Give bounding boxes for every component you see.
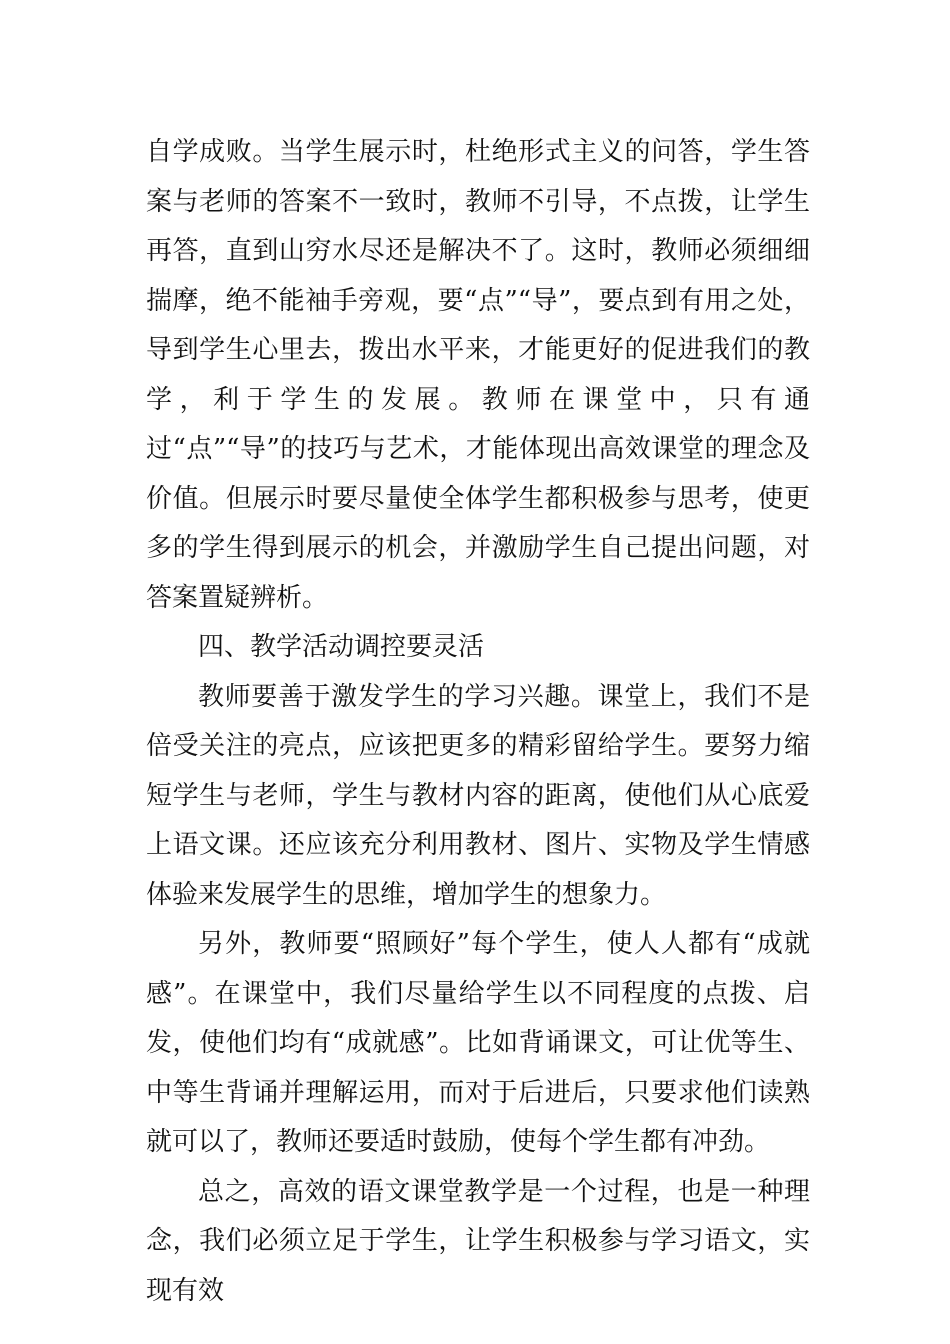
body-paragraph-continued: 自学成败。当学生展示时，杜绝形式主义的问答，学生答案与老师的答案不一致时，教师不引导，不点拨，让学生再答，直到山穷水尽还是解决不了。这时，教师必须细细揣摩，绝不能袖手旁观，要“点”“导”，要点到有用之处，导到学生心里去，拨出水平来，才能更好的促进我们的教学，利于学生的发展。教师在课堂中，只有通过“点”“导”的技巧与艺术，才能体现出高效课堂的理念及价值。但展示时要尽量使全体学生都积极参与思考，使更多的学生得到展示的机会，并激励学生自己提出问题，对答案置疑辨析。 (146, 137, 810, 613)
section-heading-four: 四、教学活动调控要灵活 (198, 632, 485, 662)
body-paragraph-conclusion: 总之，高效的语文课堂教学是一个过程，也是一种理念，我们必须立足于学生，让学生积极参与学习语文，实现有效 (146, 1176, 810, 1306)
body-paragraph-achievement: 另外，教师要“照顾好”每个学生，使人人都有“成就感”。在课堂中，我们尽量给学生以不同程度的点拨、启发，使他们均有“成就感”。比如背诵课文，可让优等生、中等生背诵并理解运用，而对于后进后，只要求他们读熟就可以了，教师还要适时鼓励，使每个学生都有冲劲。 (146, 929, 810, 1157)
body-paragraph-interest: 教师要善于激发学生的学习兴趣。课堂上，我们不是倍受关注的亮点，应该把更多的精彩留给学生。要努力缩短学生与老师，学生与教材内容的距离，使他们从心底爱上语文课。还应该充分利用教材、图片、实物及学生情感体验来发展学生的思维，增加学生的想象力。 (146, 681, 810, 910)
document-body (146, 128, 810, 1316)
